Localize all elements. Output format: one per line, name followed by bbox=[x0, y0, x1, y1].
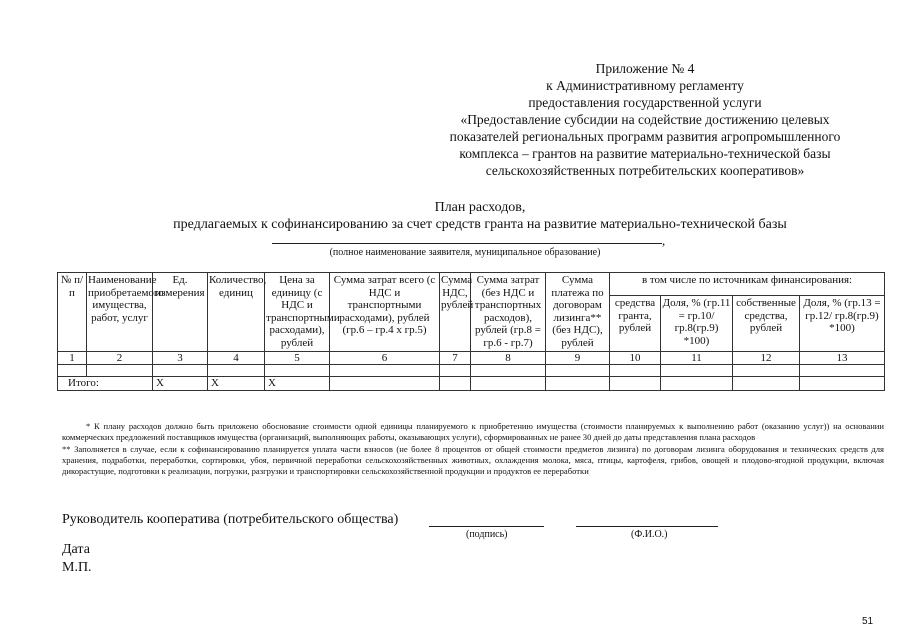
name-hint: (Ф.И.О.) bbox=[631, 529, 668, 540]
header-grant-share: Доля, % (гр.11 = гр.10/ гр.8(гр.9) *100) bbox=[661, 296, 733, 352]
col-number: 11 bbox=[661, 351, 733, 365]
table-cell bbox=[661, 365, 733, 377]
total-mark: Х bbox=[265, 377, 330, 391]
table-cell bbox=[610, 365, 661, 377]
appendix-line: показателей региональных программ развития агропромышленного bbox=[449, 129, 841, 144]
header-leasing: Сумма платежа по договорам лизинга** (без НДС), рублей bbox=[546, 273, 610, 352]
table-cell bbox=[546, 377, 610, 391]
stamp-label: М.П. bbox=[62, 560, 92, 575]
signature-label: Руководитель кооператива (потребительского общества) bbox=[62, 512, 399, 527]
footnote-1: * К плану расходов должно быть приложено обоснование стоимости одной единицы планируемого к приобретению имущества (стоимости планируемых к выполнению работ (оказанию услуг)) на основании коммерческих предложений поставщиков имущества (организаций, выполняющих работы, оказывающих услуги), сформированных не ранее 30 дней до даты представления плана расходов bbox=[62, 421, 884, 443]
column-numbers-row bbox=[58, 351, 885, 365]
table-cell bbox=[800, 377, 885, 391]
col-number: 12 bbox=[733, 351, 800, 365]
col-number: 2 bbox=[87, 351, 153, 365]
signature-hint: (подпись) bbox=[466, 529, 508, 540]
total-row bbox=[58, 377, 885, 391]
table-cell bbox=[440, 377, 471, 391]
plan-subtitle: предлагаемых к софинансированию за счет средств гранта на развитие материально-технической базы bbox=[173, 217, 787, 232]
total-label: Итого: bbox=[58, 377, 153, 391]
header-total-with-vat: Сумма затрат всего (с НДС и транспортными расходами), рублей (гр.6 – гр.4 х гр.5) bbox=[330, 273, 440, 352]
col-number: 3 bbox=[153, 351, 208, 365]
header-own-share: Доля, % (гр.13 = гр.12/ гр.8(гр.9) *100) bbox=[800, 296, 885, 352]
table-cell bbox=[153, 365, 208, 377]
table-cell bbox=[208, 365, 265, 377]
header-price: Цена за единицу (с НДС и транспортными расходами), рублей bbox=[265, 273, 330, 352]
table-cell bbox=[471, 365, 546, 377]
col-number: 10 bbox=[610, 351, 661, 365]
table-row bbox=[58, 365, 885, 377]
col-number: 7 bbox=[440, 351, 471, 365]
appendix-line: «Предоставление субсидии на содействие достижению целевых bbox=[460, 112, 830, 127]
table-cell bbox=[330, 365, 440, 377]
col-number: 8 bbox=[471, 351, 546, 365]
header-grant: средства гранта, рублей bbox=[610, 296, 661, 352]
table-cell bbox=[733, 377, 800, 391]
col-number: 13 bbox=[800, 351, 885, 365]
header-own: собственные средства, рублей bbox=[733, 296, 800, 352]
appendix-line: комплекса – грантов на развитие материально-технической базы bbox=[459, 146, 831, 161]
footnotes bbox=[62, 421, 884, 477]
expense-table bbox=[57, 272, 885, 391]
table-cell bbox=[58, 365, 87, 377]
appendix-line: предоставления государственной услуги bbox=[528, 95, 762, 110]
col-number: 4 bbox=[208, 351, 265, 365]
appendix-line: Приложение № 4 bbox=[595, 61, 695, 76]
header-total-no-vat: Сумма затрат (без НДС и транспортных расходов), рублей (гр.8 = гр.6 - гр.7) bbox=[471, 273, 546, 352]
table-cell bbox=[440, 365, 471, 377]
page-number: 51 bbox=[862, 616, 874, 627]
header-qty: Количество, единиц bbox=[208, 273, 265, 352]
col-number: 5 bbox=[265, 351, 330, 365]
col-number: 6 bbox=[330, 351, 440, 365]
table-cell bbox=[661, 377, 733, 391]
total-mark: Х bbox=[153, 377, 208, 391]
header-name: Наименование приобретаемого имущества, работ, услуг bbox=[87, 273, 153, 352]
header-num: № п/п bbox=[58, 273, 87, 352]
appendix-line: к Административному регламенту bbox=[546, 78, 744, 93]
header-sources: в том числе по источникам финансирования: bbox=[610, 273, 885, 296]
applicant-line bbox=[272, 243, 662, 244]
appendix-header bbox=[400, 60, 890, 179]
table-cell bbox=[471, 377, 546, 391]
table-cell bbox=[800, 365, 885, 377]
applicant-comma: , bbox=[662, 233, 666, 248]
table-cell bbox=[265, 365, 330, 377]
header-unit: Ед. измерения bbox=[153, 273, 208, 352]
col-number: 9 bbox=[546, 351, 610, 365]
plan-title: План расходов, bbox=[434, 200, 526, 215]
header-vat: Сумма НДС, рублей bbox=[440, 273, 471, 352]
name-line bbox=[576, 526, 718, 527]
appendix-line: сельскохозяйственных потребительских кооперативов» bbox=[485, 163, 805, 178]
plan-heading bbox=[100, 199, 860, 233]
total-mark: Х bbox=[208, 377, 265, 391]
col-number: 1 bbox=[58, 351, 87, 365]
footnote-2: ** Заполняется в случае, если к софинансированию планируется уплата части взносов (не более 8 процентов от общей стоимости предметов лизинга) по договорам лизинга оборудования и технических средств для хранения, подработки, переработки, сортировки, убоя, первичной переработки сельскохозяйственных животных, охлаждения молока, мяса, птицы, картофеля, грибов, овощей и плодово-ягодной продукции, включая дикорастущие, подготовки к реализации, погрузки, разгрузки и транспортировки сельскохозяйственной продукции и продуктов ее переработки bbox=[62, 443, 884, 477]
table-cell bbox=[610, 377, 661, 391]
table-cell bbox=[733, 365, 800, 377]
table-cell bbox=[87, 365, 153, 377]
table-cell bbox=[330, 377, 440, 391]
table-cell bbox=[546, 365, 610, 377]
date-label: Дата bbox=[62, 542, 90, 557]
applicant-note: (полное наименование заявителя, муниципальное образование) bbox=[329, 247, 601, 258]
signature-line bbox=[429, 526, 544, 527]
